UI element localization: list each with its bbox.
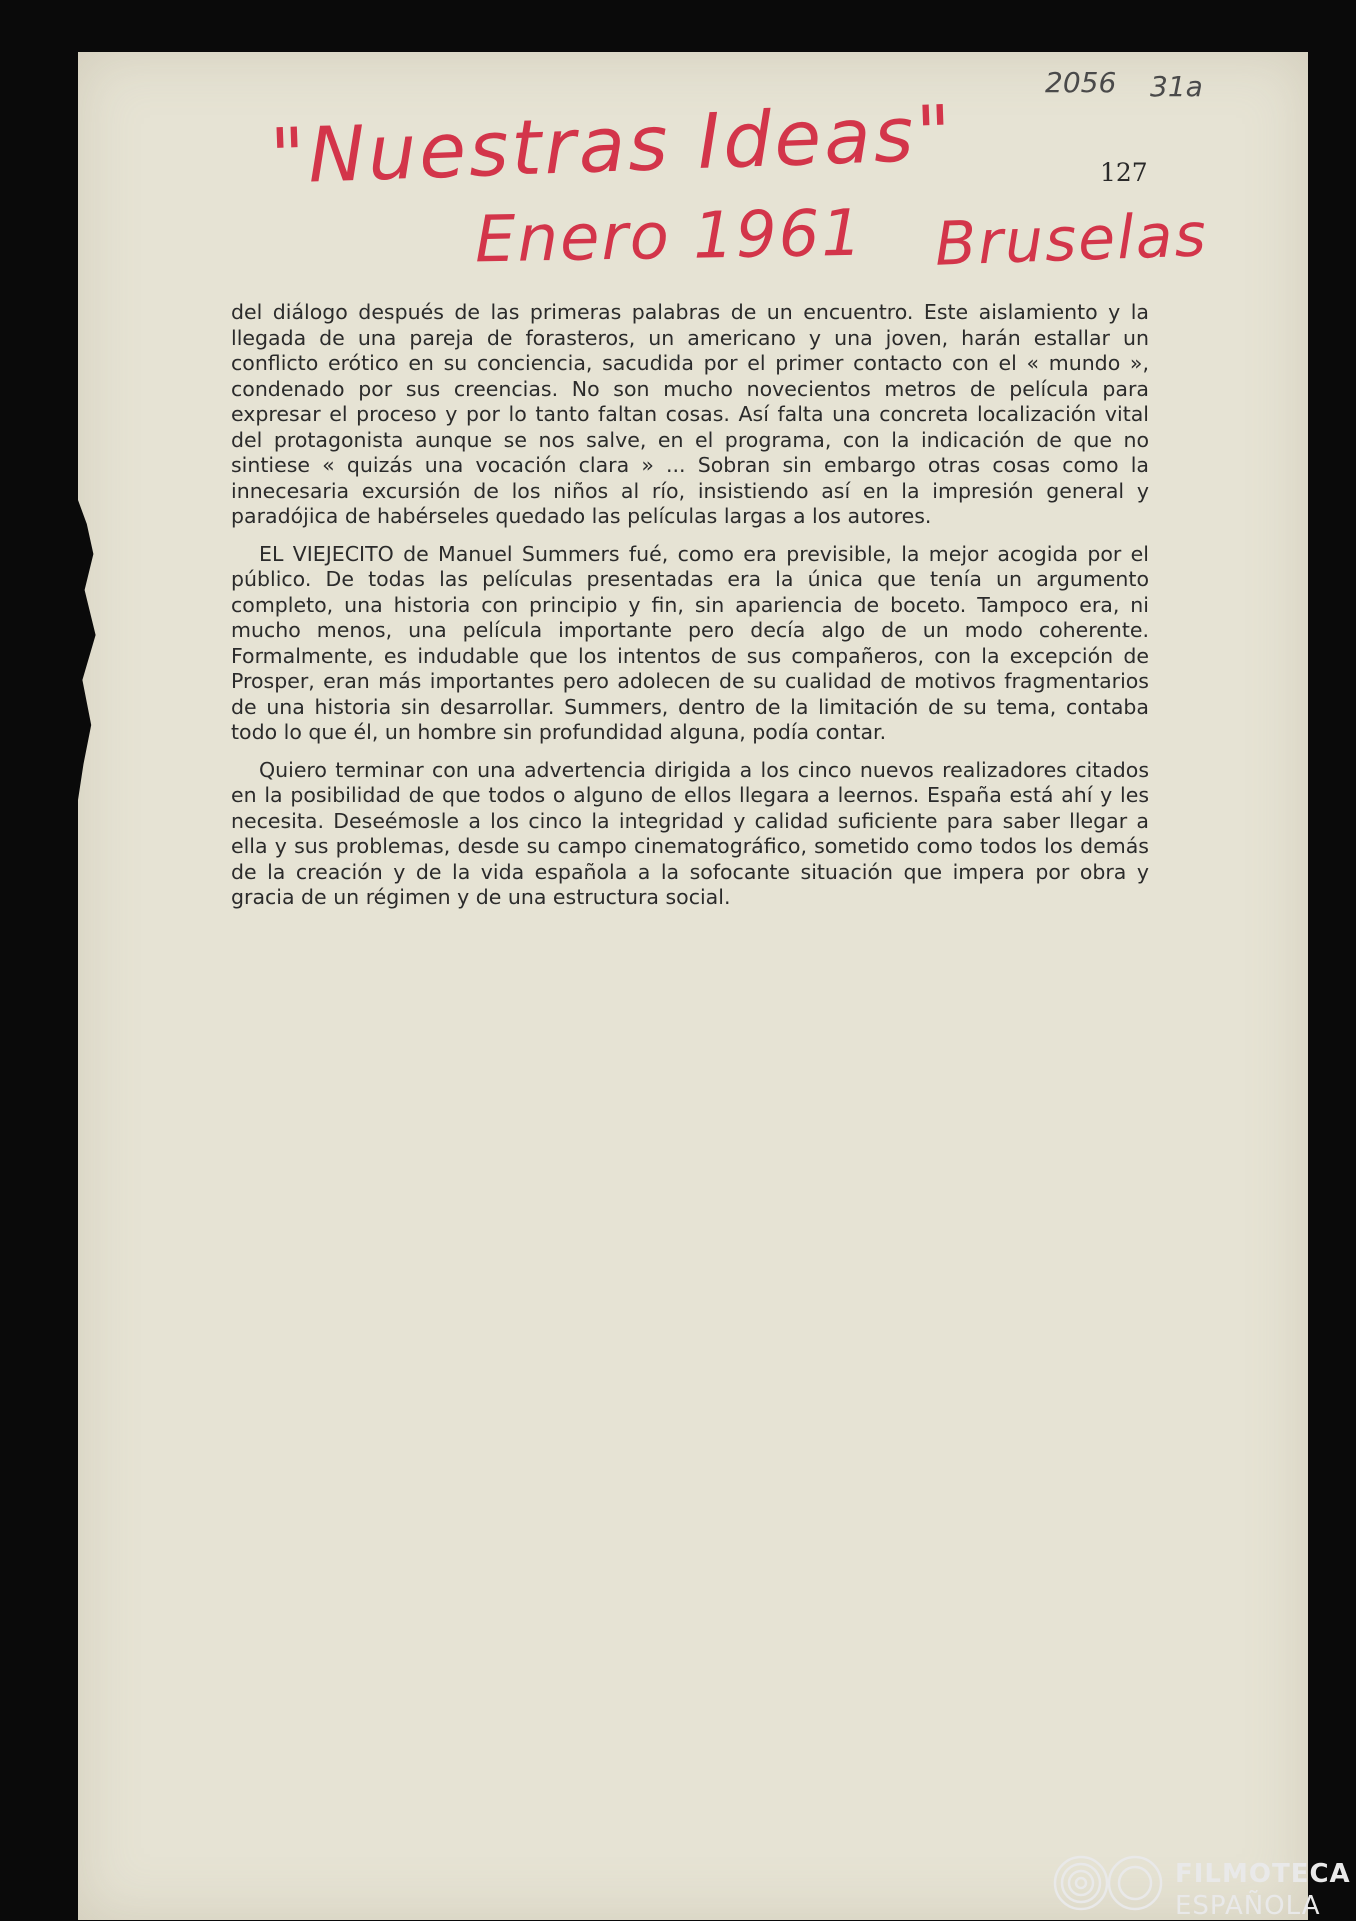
handwritten-date: Enero 1961 (474, 196, 865, 278)
logo-line-2: ESPAÑOLA (1175, 1891, 1321, 1921)
paragraph-1: del diálogo después de las primeras palabras de un encuentro. Este aislamiento y la llegada de una pareja de forasteros, un americano y una joven, harán estallar un conflicto erótico en su conciencia, sacudida por el primer contacto con el « mundo », condenado por sus creencias. No son mucho novecientos metros de película para expresar el proceso y por lo tanto faltan cosas. Así falta una concreta localización vital del protagonista aunque se nos salve, en el programa, con la indicación de que no sintiese « quizás una vocación clara » ... Sobran sin embargo otras cosas como la innecesaria excursión de los niños al río, insistiendo así en la impresión general y paradójica de habérseles quedado las películas largas a los autores. (231, 300, 1149, 528)
page-number: 127 (1100, 158, 1148, 187)
filmoteca-spiral-icon (1052, 1854, 1164, 1912)
handwritten-title: "Nuestras Ideas" (268, 88, 956, 201)
logo-line-1: FILMOTECA (1175, 1859, 1351, 1889)
article-body (231, 300, 1149, 923)
pencil-ref-number: 2056 (1045, 66, 1117, 99)
paragraph-3: Quiero terminar con una advertencia dirigida a los cinco nuevos realizadores citados en la posibilidad de que todos o alguno de ellos llegara a leernos. España está ahí y les necesita. Deseémosle a los cinco la integridad y calidad suficiente para saber llegar a ella y sus problemas, desde su campo cinematográfico, sometido como todos los demás de la creación y de la vida española a la sofocante situación que impera por obra y gracia de un régimen y de una estructura social. (231, 757, 1149, 909)
filmoteca-logo (1175, 1859, 1351, 1921)
pencil-ref-code: 31a (1150, 70, 1203, 103)
paragraph-2: EL VIEJECITO de Manuel Summers fué, como era previsible, la mejor acogida por el público. De todas las películas presentadas era la única que tenía un argumento completo, una historia con principio y fin, sin apariencia de boceto. Tampoco era, ni mucho menos, una película importante pero decía algo de un modo coherente. Formalmente, es indudable que los intentos de sus compañeros, con la excepción de Prosper, eran más importantes pero adolecen de su cualidad de motivos fragmentarios de una historia sin desarrollar. Summers, dentro de la limitación de su tema, contaba todo lo que él, un hombre sin profundidad alguna, podía contar. (231, 541, 1149, 744)
handwritten-city: Bruselas (933, 200, 1209, 280)
